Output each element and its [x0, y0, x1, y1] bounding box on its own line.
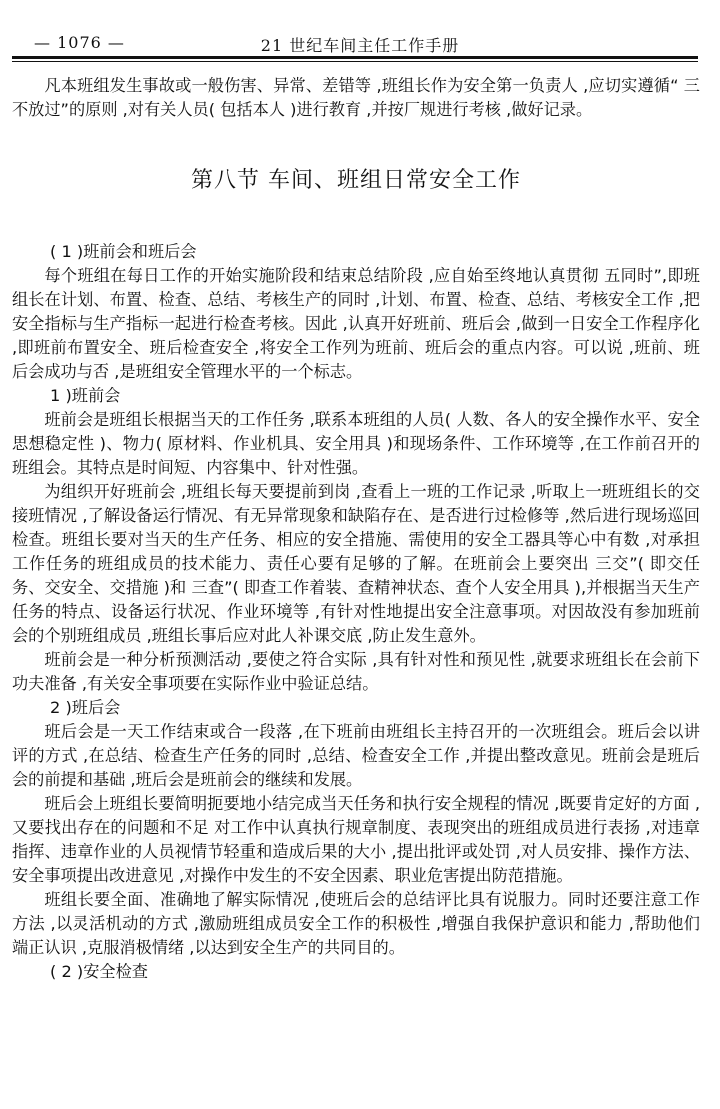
item-2-paragraph-2: 班后会上班组长要简明扼要地小结完成当天任务和执行安全规程的情况 ,既要肯定好的方面 ,又要找出存在的问题和不足 对工作中认真执行规章制度、表现突出的班组成员进行表扬 ,对违章指挥、违章作业的人员视情节轻重和造成后果的大小 ,提出批评或处罚 ,对人员安排、操作方法、安全事项提出改进意见 ,对操作中发生的不安全因素、职业危害提出防范措施。 [12, 794, 700, 885]
item-2-paragraph-3: 班组长要全面、准确地了解实际情况 ,使班后会的总结评比具有说服力。同时还要注意工作方法 ,以灵活机动的方式 ,激励班组成员安全工作的积极性 ,增强自我保护意识和能力 ,帮助他们端正认识 ,克服消极情绪 ,以达到安全生产的共同目的。 [12, 890, 700, 957]
item-1-paragraph-1: 班前会是班组长根据当天的工作任务 ,联系本班组的人员( 人数、各人的安全操作水平、安全思想稳定性 )、物力( 原材料、作业机具、安全用具 )和现场条件、工作环境等 ,在工作前召开的班组会。其特点是时间短、内容集中、针对性强。 [12, 410, 700, 477]
header-rule-thick [12, 56, 698, 59]
page-number: — 1076 — [34, 33, 125, 52]
book-title: 21 世纪车间主任工作手册 [260, 36, 460, 55]
item-heading-1: 1 )班前会 [50, 386, 121, 405]
item-heading-2: 2 )班后会 [50, 698, 121, 717]
item-1-paragraph-2: 为组织开好班前会 ,班组长每天要提前到岗 ,查看上一班的工作记录 ,听取上一班班组长的交接班情况 ,了解设备运行情况、有无异常现象和缺陷存在、是否进行过检修等 ,然后进行现场巡回检查。班组长要对当天的生产任务、相应的安全措施、需使用的安全工器具等心中有数 ,对承担工作任务的班组成员的技术能力、责任心要有足够的了解。在班前会上要突出 三交”( 即交任务、交安全、交措施 )和 三查”( 即查工作着装、查精神状态、查个人安全用具 ),并根据当天生产任务的特点、设备运行状况、作业环境等 ,有针对性地提出安全注意事项。对因故没有参加班前会的个别班组成员 ,班组长事后应对此人补课交底 ,防止发生意外。 [12, 482, 700, 645]
body-text [12, 74, 700, 984]
subsection-1-paragraph: 每个班组在每日工作的开始实施阶段和结束总结阶段 ,应自始至终地认真贯彻 五同时”,即班组长在计划、布置、检查、总结、考核生产的同时 ,计划、布置、检查、总结、考核安全工作 ,把安全指标与生产指标一起进行检查考核。因此 ,认真开好班前、班后会 ,做到一日安全工作程序化 ,即班前布置安全、班后检查安全 ,将安全工作列为班前、班后会的重点内容。可以说 ,班前、班后会成功与否 ,是班组安全管理水平的一个标志。 [12, 266, 700, 381]
header-rule-thin [12, 61, 698, 62]
section-title: 第八节 车间、班组日常安全工作 [191, 168, 521, 193]
subsection-heading-1: ( 1 )班前会和班后会 [50, 242, 197, 261]
item-2-paragraph-1: 班后会是一天工作结束或合一段落 ,在下班前由班组长主持召开的一次班组会。班后会以讲评的方式 ,在总结、检查生产任务的同时 ,总结、检查安全工作 ,并提出整改意见。班前会是班后会的前提和基础 ,班后会是班前会的继续和发展。 [12, 722, 700, 789]
intro-paragraph: 凡本班组发生事故或一般伤害、异常、差错等 ,班组长作为安全第一负责人 ,应切实遵循“ 三不放过”的原则 ,对有关人员( 包括本人 )进行教育 ,并按厂规进行考核 ,做好记录。 [12, 76, 700, 119]
item-1-paragraph-3: 班前会是一种分析预测活动 ,要使之符合实际 ,具有针对性和预见性 ,就要求班组长在会前下功夫准备 ,有关安全事项要在实际作业中验证总结。 [12, 650, 700, 693]
subsection-heading-2: ( 2 )安全检查 [50, 962, 148, 981]
running-header [0, 33, 720, 55]
